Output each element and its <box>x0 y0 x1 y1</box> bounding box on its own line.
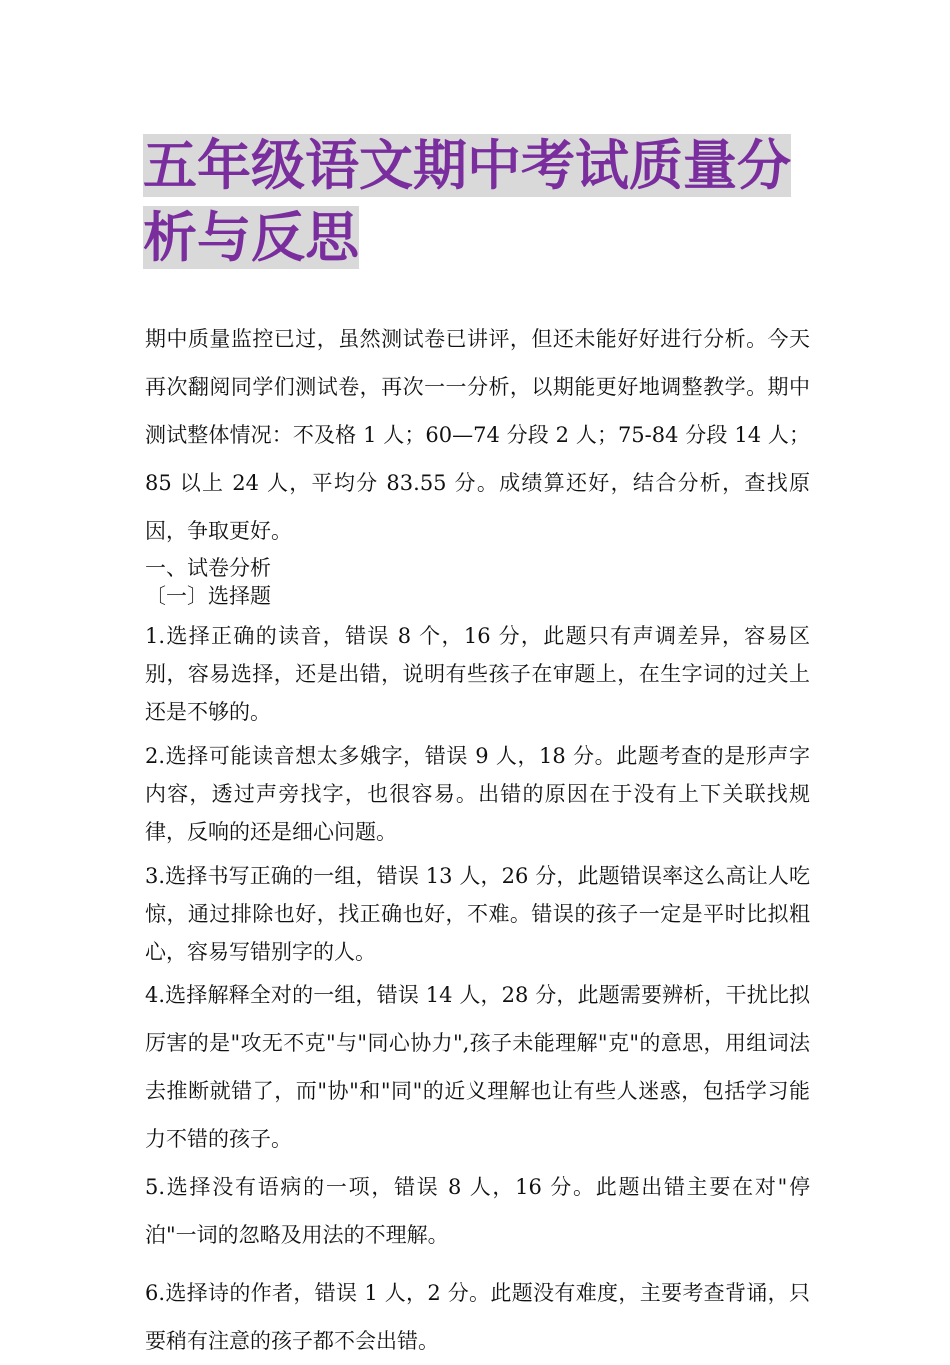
item-paragraph: 6.选择诗的作者，错误 1 人，2 分。此题没有难度，主要考查背诵，只要稍有注意的孩子都不会出错。 <box>145 1281 810 1353</box>
item-paragraph: 1.选择正确的读音，错误 8 个，16 分，此题只有声调差异，容易区别，容易选择，还是出错，说明有些孩子在审题上，在生字词的过关上还是不够的。 <box>145 624 810 724</box>
item-paragraph: 3.选择书写正确的一组，错误 13 人，26 分，此题错误率这么高让人吃惊，通过排除也好，找正确也好，不难。错误的孩子一定是平时比拟粗心，容易写错别字的人。 <box>145 864 810 964</box>
document-body <box>145 315 810 1365</box>
item-paragraph: 5.选择没有语病的一项，错误 8 人，16 分。此题出错主要在对"停泊"一词的忽略及用法的不理解。 <box>145 1175 810 1247</box>
section-heading: 一、试卷分析 <box>145 556 271 580</box>
item-paragraph: 2.选择可能读音想太多娥字，错误 9 人，18 分。此题考查的是形声字内容，透过声旁找字，也很容易。出错的原因在于没有上下关联找规律，反响的还是细心问题。 <box>145 744 810 844</box>
document-title: 五年级语文期中考试质量分析与反思 <box>143 134 791 269</box>
subsection-heading: 〔一〕选择题 <box>145 584 271 608</box>
intro-paragraph: 期中质量监控已过，虽然测试卷已讲评，但还未能好好进行分析。今天再次翻阅同学们测试卷，再次一一分析，以期能更好地调整教学。期中测试整体情况：不及格 1 人；60—74 分段 2 人；75-84 分段 14 人；85 以上 24 人，平均分 83.55 分。成绩算还好，结合分析，查找原因，争取更好。 <box>145 327 810 543</box>
item-paragraph: 4.选择解释全对的一组，错误 14 人，28 分，此题需要辨析，干扰比拟厉害的是"攻无不克"与"同心协力",孩子未能理解"克"的意思，用组词法去推断就错了，而"协"和"同"的近义理解也让有些人迷惑，包括学习能力不错的孩子。 <box>145 983 810 1151</box>
